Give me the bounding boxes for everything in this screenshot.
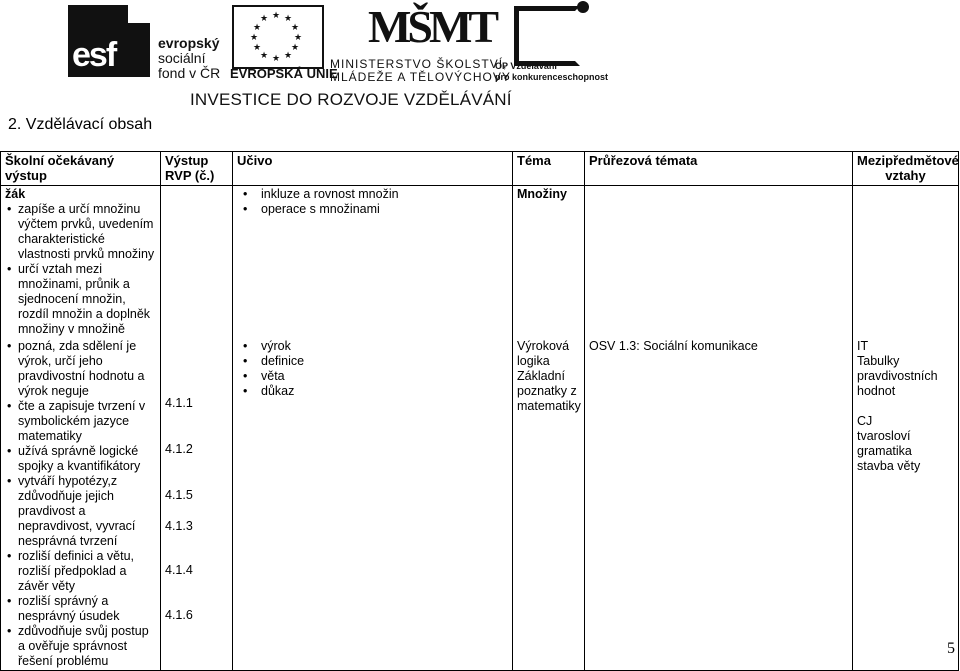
eu-label: EVROPSKÁ UNIE xyxy=(230,66,338,81)
header-rvp: Výstup RVP (č.) xyxy=(161,152,233,186)
msmt-logo-text: MINISTERSTVO ŠKOLSTVÍ, MLÁDEŽE A TĚLOVÝCHOVY xyxy=(330,57,511,84)
esf-logo: esf xyxy=(68,5,150,77)
ucivo-cell xyxy=(233,338,513,671)
header-ucivo: Učivo xyxy=(233,152,513,186)
list-item: • operace s množinami xyxy=(261,202,508,217)
outcome-cell xyxy=(1,186,161,339)
list-item: • rozliší správný a nesprávný úsudek xyxy=(18,594,156,624)
rvp-code: 4.1.1 xyxy=(165,396,193,410)
list-item: • pozná, zda sdělení je výrok, určí jeho pravdivostní hodnotu a výrok neguje xyxy=(18,339,156,399)
ucivo-cell xyxy=(233,186,513,339)
rvp-code: 4.1.3 xyxy=(165,519,193,533)
logos-header xyxy=(0,0,960,115)
section-title: 2. Vzdělávací obsah xyxy=(8,116,153,133)
list-item: • vytváří hypotézy,z zdůvodňuje jejich pravdivost a nepravdivost, vyvrací nesprávná tvrzení xyxy=(18,474,156,549)
page-number: 5 xyxy=(947,640,955,657)
rvp-code: 4.1.2 xyxy=(165,442,193,456)
mezi-cell: IT Tabulky pravdivostních hodnot CJ tvarosloví gramatika stavba věty xyxy=(853,338,959,671)
list-item: • rozliší definici a větu, rozliší předpoklad a závěr věty xyxy=(18,549,156,594)
esf-logo-text: evropský sociální fond v ČR xyxy=(158,35,221,81)
mezi-cell xyxy=(853,186,959,339)
list-item: • užívá správně logické spojky a kvantifikátory xyxy=(18,444,156,474)
outcome-intro: žák xyxy=(5,187,26,201)
header-tema: Téma xyxy=(513,152,585,186)
eu-flag-logo: ★ ★ ★ ★ ★ ★ ★ ★ ★ ★ ★ ★ xyxy=(232,5,324,69)
list-item: • zapíše a určí množinu výčtem prvků, uvedením charakteristické vlastnosti prvků množiny xyxy=(18,202,156,262)
rvp-cell xyxy=(161,186,233,339)
rvp-cell xyxy=(161,338,233,671)
table-row xyxy=(1,186,959,339)
curriculum-table xyxy=(0,151,959,671)
list-item: • definice xyxy=(261,354,508,369)
list-item: • čte a zapisuje tvrzení v symbolickém jazyce matematiky xyxy=(18,399,156,444)
investice-slogan: INVESTICE DO ROZVOJE VZDĚLÁVÁNÍ xyxy=(190,90,512,109)
list-item: • věta xyxy=(261,369,508,384)
list-item: • inkluze a rovnost množin xyxy=(261,187,508,202)
header-mezi: Mezipředmětové vztahy xyxy=(853,152,959,186)
rvp-code: 4.1.6 xyxy=(165,608,193,622)
op-logo xyxy=(514,6,580,66)
rvp-code: 4.1.4 xyxy=(165,563,193,577)
rvp-code: 4.1.5 xyxy=(165,488,193,502)
prurez-cell xyxy=(585,186,853,339)
tema-cell: Výroková logika Základní poznatky z matematiky xyxy=(513,338,585,671)
msmt-logo: MŠMT xyxy=(368,1,496,52)
list-item: • zdůvodňuje svůj postup a ověřuje správnost řešení problému xyxy=(18,624,156,669)
tema-cell: Množiny xyxy=(513,186,585,339)
table-row xyxy=(1,338,959,671)
list-item: • určí vztah mezi množinami, průnik a sjednocení množin, rozdíl množin a doplněk množiny v množině xyxy=(18,262,156,337)
list-item: • výrok xyxy=(261,339,508,354)
header-outcome: Školní očekávaný výstup xyxy=(1,152,161,186)
list-item: • důkaz xyxy=(261,384,508,399)
outcome-cell xyxy=(1,338,161,671)
header-prurez: Průřezová témata xyxy=(585,152,853,186)
table-header-row xyxy=(1,152,959,186)
prurez-cell: OSV 1.3: Sociální komunikace xyxy=(585,338,853,671)
op-logo-text: OP Vzdělávání pro konkurenceschopnost xyxy=(495,61,609,82)
